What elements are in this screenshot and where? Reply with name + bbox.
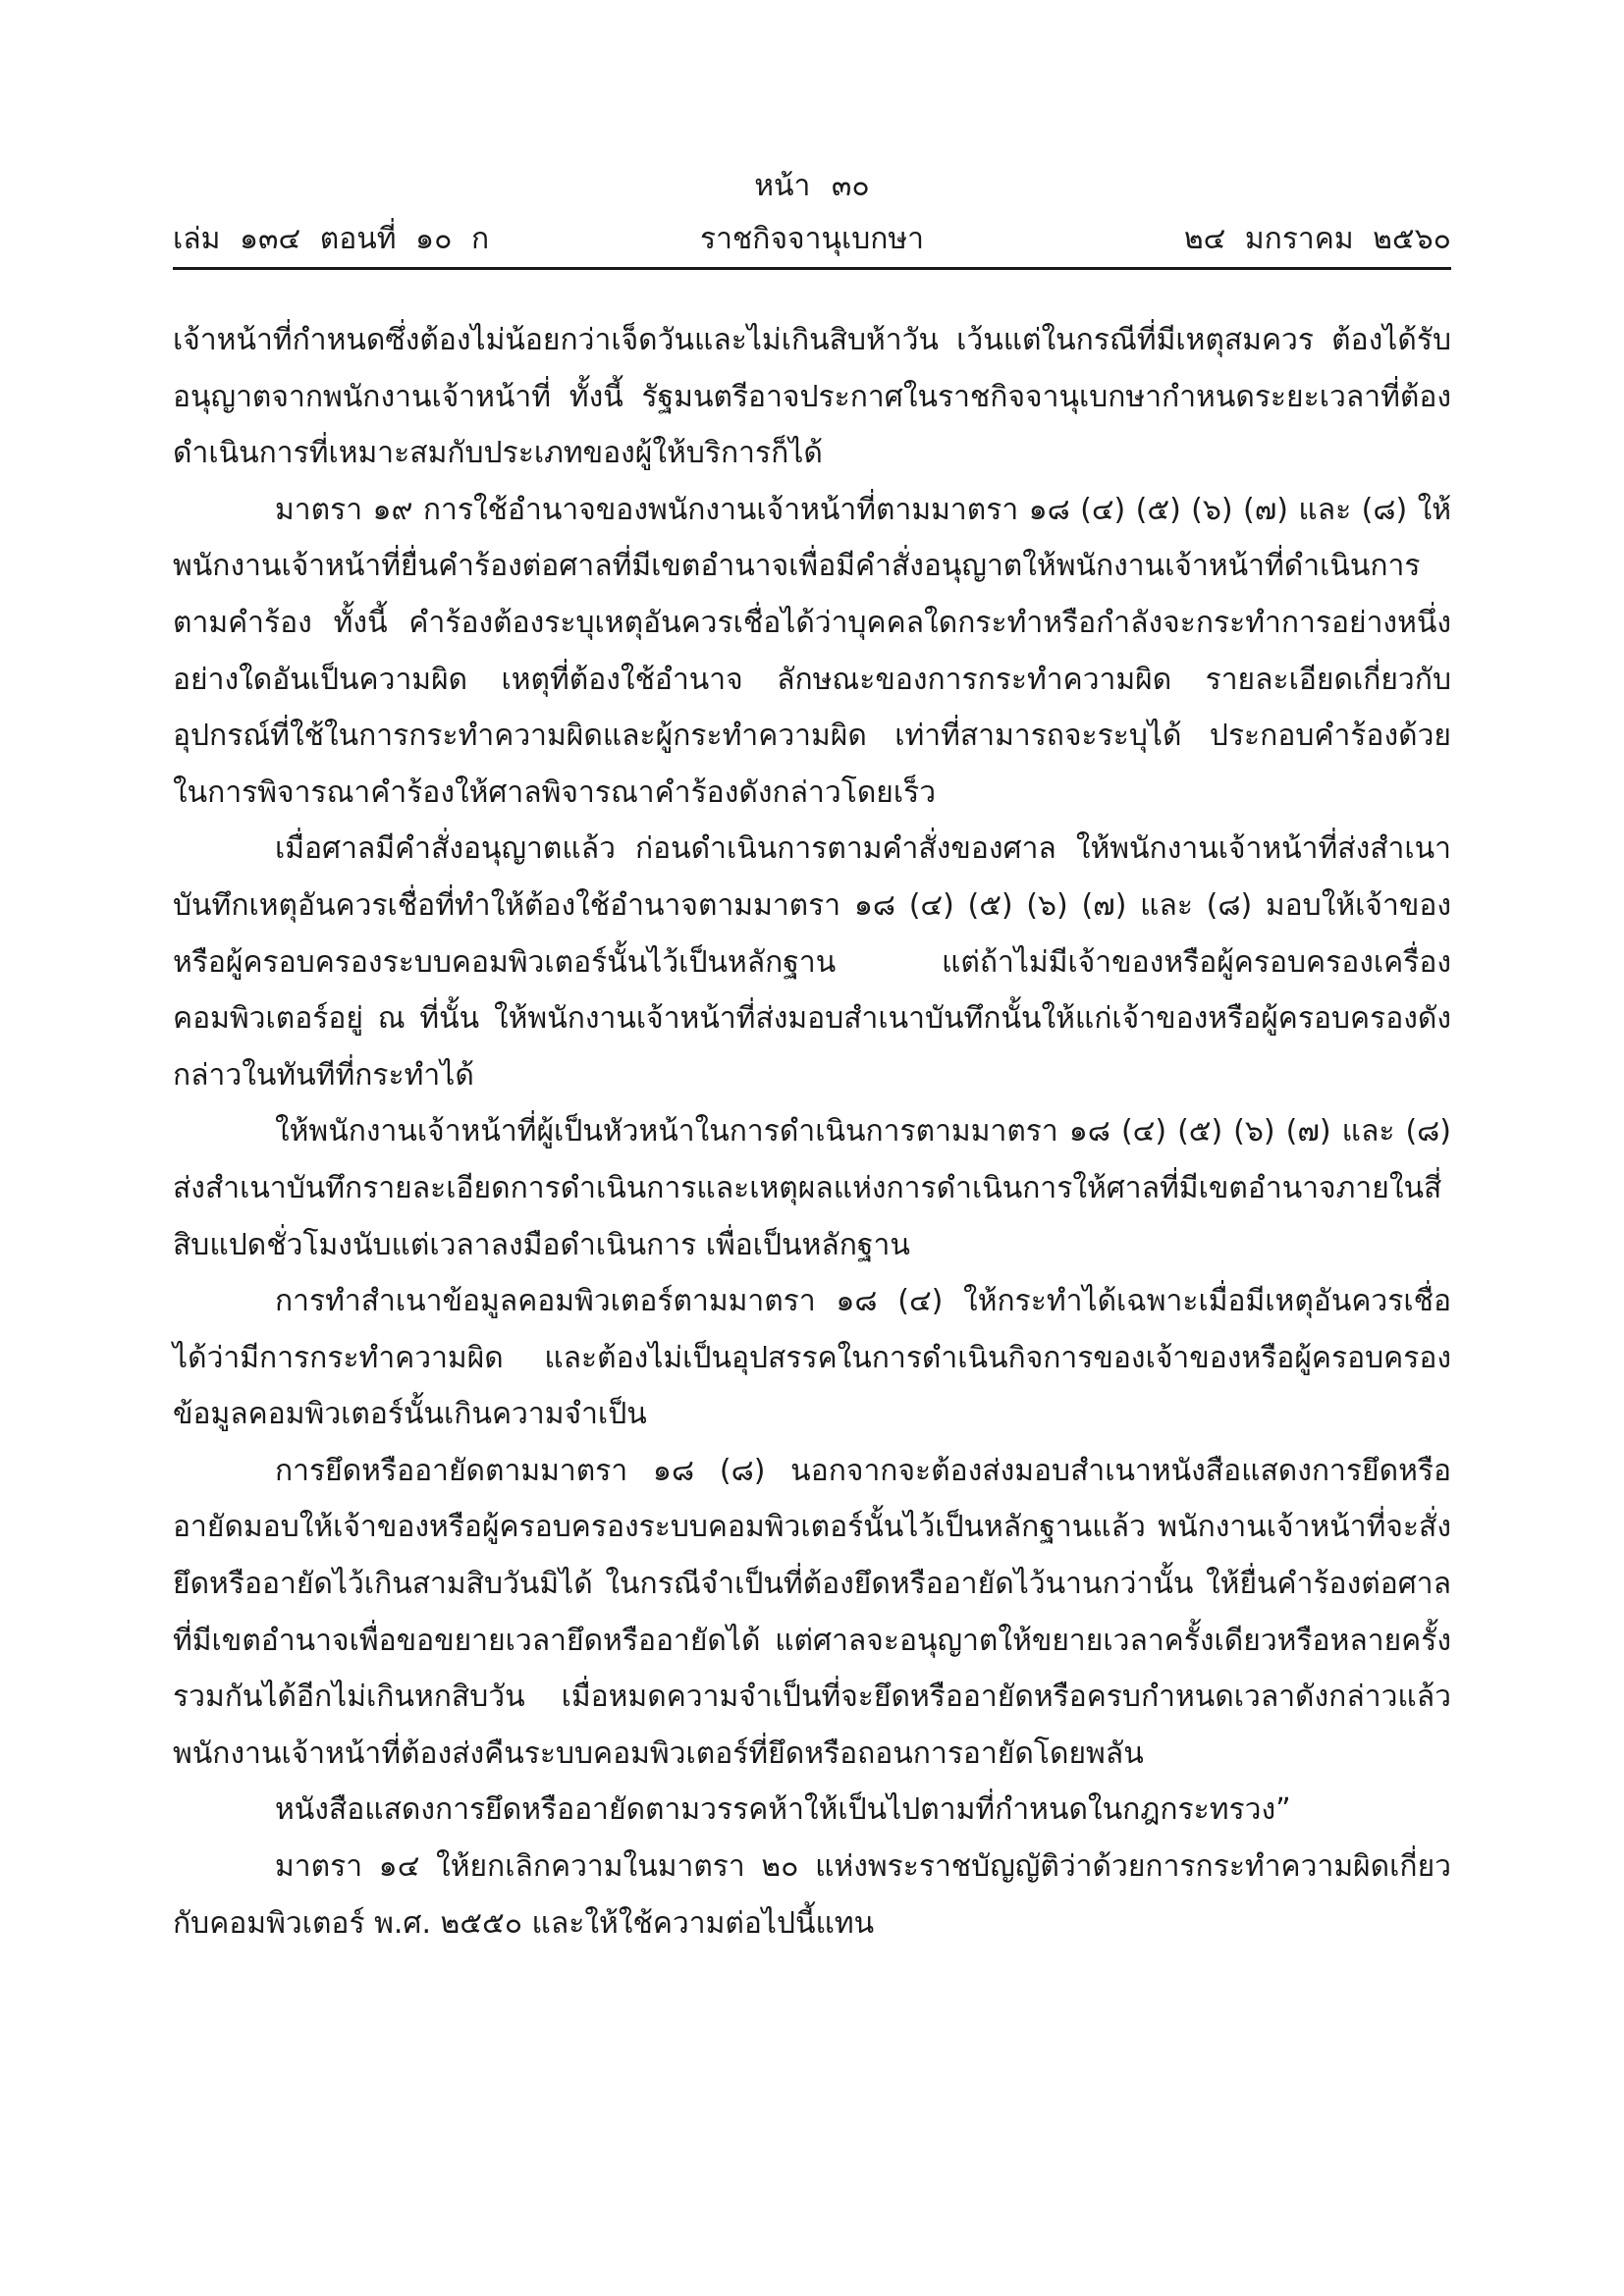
paragraph-seizure-document: หนังสือแสดงการยึดหรืออายัดตามวรรคห้าให้เป็นไปตามที่กำหนดในกฎกระทรวง” [275, 1792, 1291, 1828]
paragraph-seizure: การยึดหรืออายัดตามมาตรา ๑๘ (๘) นอกจากจะต้องส่งมอบสำเนาหนังสือแสดงการยึดหรืออายัดมอบให้เจ้าของหรือผู้ครอบครองระบบคอมพิวเตอร์นั้นไว้เป็นหลักฐานแล้ว พนักงานเจ้าหน้าที่จะสั่งยึดหรืออายัดไว้เกินสามสิบวันมิได้ ในกรณีจำเป็นที่ต้องยึดหรืออายัดไว้นานกว่านั้น ให้ยื่นคำร้องต่อศาลที่มีเขตอำนาจเพื่อขอขยายเวลายึดหรืออายัดได้ แต่ศาลจะอนุญาตให้ขยายเวลาครั้งเดียวหรือหลายครั้งรวมกันได้อีกไม่เกินหกสิบวัน เมื่อหมดความจำเป็นที่จะยึดหรืออายัดหรือครบกำหนดเวลาดังกล่าวแล้ว พนักงานเจ้าหน้าที่ต้องส่งคืนระบบคอมพิวเตอร์ที่ยึดหรือถอนการอายัดโดยพลัน [173, 1453, 1451, 1771]
paragraph-continuation: เจ้าหน้าที่กำหนดซึ่งต้องไม่น้อยกว่าเจ็ดวันและไม่เกินสิบห้าวัน เว้นแต่ในกรณีที่มีเหตุสมควร ต้องได้รับอนุญาตจากพนักงานเจ้าหน้าที่ ทั้งนี้ รัฐมนตรีอาจประกาศในราชกิจจานุเบกษากำหนดระยะเวลาที่ต้องดำเนินการที่เหมาะสมกับประเภทของผู้ให้บริการก็ได้ [173, 323, 1451, 471]
paragraph-section-14: มาตรา ๑๔ ให้ยกเลิกความในมาตรา ๒๐ แห่งพระราชบัญญัติว่าด้วยการกระทำความผิดเกี่ยวกับคอมพิวเตอร์ พ.ศ. ๒๕๕๐ และให้ใช้ความต่อไปนี้แทน [173, 1849, 1451, 1941]
header-divider [173, 267, 1451, 270]
publication-title: ราชกิจจานุเบกษา [699, 222, 925, 256]
paragraph-section-19: มาตรา ๑๙ การใช้อำนาจของพนักงานเจ้าหน้าที่ตามมาตรา ๑๘ (๔) (๕) (๖) (๗) และ (๘) ให้พนักงานเจ้าหน้าที่ยื่นคำร้องต่อศาลที่มีเขตอำนาจเพื่อมีคำสั่งอนุญาตให้พนักงานเจ้าหน้าที่ดำเนินการตามคำร้อง ทั้งนี้ คำร้องต้องระบุเหตุอันควรเชื่อได้ว่าบุคคลใดกระทำหรือกำลังจะกระทำการอย่างหนึ่งอย่างใดอันเป็นความผิด เหตุที่ต้องใช้อำนาจ ลักษณะของการกระทำความผิด รายละเอียดเกี่ยวกับอุปกรณ์ที่ใช้ในการกระทำความผิดและผู้กระทำความผิด เท่าที่สามารถจะระบุได้ ประกอบคำร้องด้วย ในการพิจารณาคำร้องให้ศาลพิจารณาคำร้องดังกล่าวโดยเร็ว [173, 492, 1451, 810]
publication-date: ๒๔ มกราคม ๒๕๖๐ [1183, 222, 1451, 256]
document-body [173, 312, 1451, 1951]
page-number: หน้า ๓๐ [754, 169, 870, 203]
paragraph-report-to-court: ให้พนักงานเจ้าหน้าที่ผู้เป็นหัวหน้าในการดำเนินการตามมาตรา ๑๘ (๔) (๕) (๖) (๗) และ (๘) ส่งสำเนาบันทึกรายละเอียดการดำเนินการและเหตุผลแห่งการดำเนินการให้ศาลที่มีเขตอำนาจภายในสี่สิบแปดชั่วโมงนับแต่เวลาลงมือดำเนินการ เพื่อเป็นหลักฐาน [173, 1114, 1451, 1262]
volume-issue: เล่ม ๑๓๔ ตอนที่ ๑๐ ก [173, 222, 490, 256]
gazette-header [173, 218, 1451, 261]
paragraph-court-order: เมื่อศาลมีคำสั่งอนุญาตแล้ว ก่อนดำเนินการตามคำสั่งของศาล ให้พนักงานเจ้าหน้าที่ส่งสำเนาบันทึกเหตุอันควรเชื่อที่ทำให้ต้องใช้อำนาจตามมาตรา ๑๘ (๔) (๕) (๖) (๗) และ (๘) มอบให้เจ้าของหรือผู้ครอบครองระบบคอมพิวเตอร์นั้นไว้เป็นหลักฐาน แต่ถ้าไม่มีเจ้าของหรือผู้ครอบครองเครื่องคอมพิวเตอร์อยู่ ณ ที่นั้น ให้พนักงานเจ้าหน้าที่ส่งมอบสำเนาบันทึกนั้นให้แก่เจ้าของหรือผู้ครอบครองดังกล่าวในทันทีที่กระทำได้ [173, 831, 1451, 1093]
paragraph-data-copy: การทำสำเนาข้อมูลคอมพิวเตอร์ตามมาตรา ๑๘ (๔) ให้กระทำได้เฉพาะเมื่อมีเหตุอันควรเชื่อได้ว่ามีการกระทำความผิด และต้องไม่เป็นอุปสรรคในการดำเนินกิจการของเจ้าของหรือผู้ครอบครองข้อมูลคอมพิวเตอร์นั้นเกินความจำเป็น [173, 1284, 1451, 1432]
